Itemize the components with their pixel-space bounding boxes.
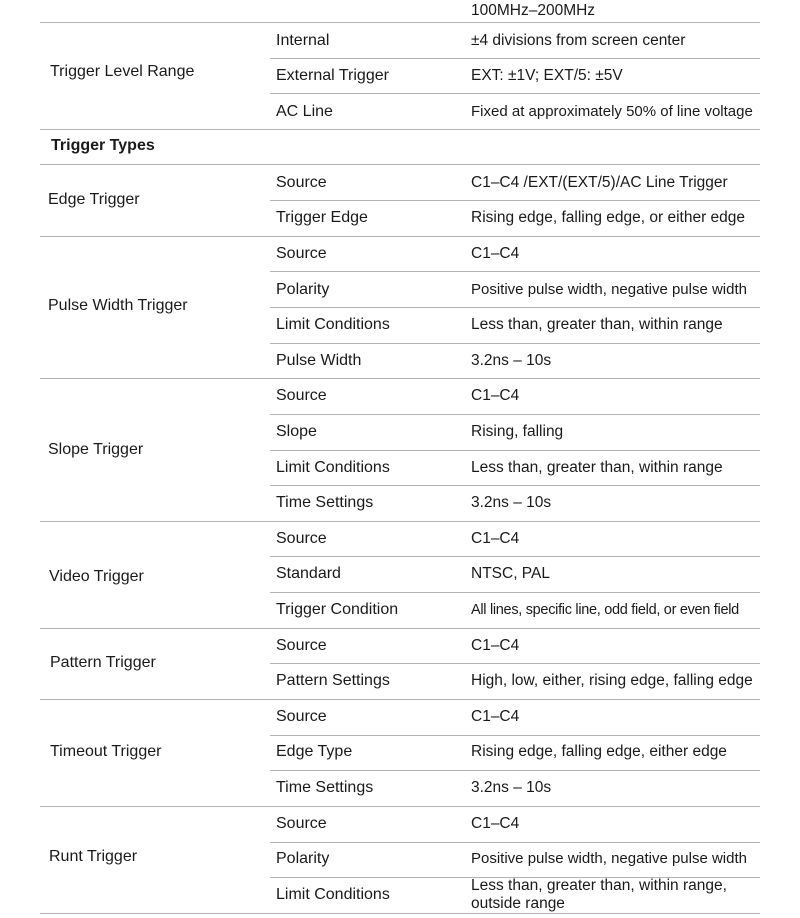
spec-value-continued: outside range — [471, 895, 565, 912]
category-label: Slope Trigger — [48, 441, 144, 458]
spec-value: 3.2ns – 10s — [471, 779, 552, 796]
row-divider — [270, 450, 760, 451]
row-divider — [270, 307, 760, 308]
spec-value: C1–C4 — [471, 387, 520, 404]
row-divider — [40, 699, 760, 700]
spec-value: EXT: ±1V; EXT/5: ±5V — [471, 67, 623, 84]
param-label: Pulse Width — [276, 352, 362, 369]
spec-value: NTSC, PAL — [471, 565, 550, 582]
row-divider — [40, 806, 760, 807]
category-label: Pulse Width Trigger — [48, 297, 188, 314]
row-divider — [270, 770, 760, 771]
spec-value: 3.2ns – 10s — [471, 494, 552, 511]
param-label: Source — [276, 708, 327, 725]
row-divider — [40, 521, 760, 522]
param-label: Source — [276, 637, 327, 654]
row-divider — [40, 378, 760, 379]
spec-value: Positive pulse width, negative pulse width — [471, 850, 747, 867]
param-label: Limit Conditions — [276, 459, 390, 476]
row-divider — [270, 414, 760, 415]
spec-value: Fixed at approximately 50% of line voltage — [471, 103, 753, 120]
category-label: Timeout Trigger — [50, 743, 162, 760]
spec-value: 3.2ns – 10s — [471, 352, 552, 369]
param-label: External Trigger — [276, 67, 389, 84]
row-divider — [270, 592, 760, 593]
category-label: Trigger Level Range — [50, 63, 195, 80]
category-label: Runt Trigger — [49, 848, 138, 865]
spec-value: High, low, either, rising edge, falling edge — [471, 672, 753, 689]
spec-value: Less than, greater than, within range — [471, 459, 723, 476]
spec-value: C1–C4 — [471, 637, 520, 654]
param-label: Pattern Settings — [276, 672, 390, 689]
category-label: Pattern Trigger — [50, 654, 156, 671]
row-divider — [270, 58, 760, 59]
row-divider — [40, 129, 760, 130]
param-label: Source — [276, 815, 327, 832]
row-divider — [270, 343, 760, 344]
param-label: Edge Type — [276, 743, 353, 760]
spec-value: 100MHz–200MHz — [471, 2, 596, 19]
spec-value: Positive pulse width, negative pulse width — [471, 281, 747, 298]
row-divider — [270, 735, 760, 736]
spec-value: C1–C4 — [471, 815, 520, 832]
spec-value: C1–C4 — [471, 708, 520, 725]
spec-value: Rising edge, falling edge, or either edge — [471, 209, 746, 226]
param-label: Polarity — [276, 850, 330, 867]
row-divider — [40, 164, 760, 165]
spec-value: C1–C4 — [471, 530, 520, 547]
row-divider — [40, 22, 760, 23]
spec-value: Less than, greater than, within range — [471, 316, 723, 333]
param-label: Source — [276, 530, 327, 547]
row-divider — [270, 200, 760, 201]
row-divider — [40, 913, 760, 914]
param-label: Slope — [276, 423, 317, 440]
spec-value: C1–C4 — [471, 245, 520, 262]
param-label: Time Settings — [276, 779, 374, 796]
row-divider — [40, 236, 760, 237]
section-heading: Trigger Types — [51, 137, 155, 154]
row-divider — [270, 842, 760, 843]
row-divider — [270, 93, 760, 94]
param-label: Limit Conditions — [276, 316, 390, 333]
spec-value: All lines, specific line, odd field, or even field — [471, 602, 739, 618]
row-divider — [40, 628, 760, 629]
param-label: Polarity — [276, 281, 330, 298]
row-divider — [270, 663, 760, 664]
param-label: AC Line — [276, 103, 333, 120]
param-label: Source — [276, 245, 327, 262]
row-divider — [270, 271, 760, 272]
row-divider — [270, 485, 760, 486]
param-label: Limit Conditions — [276, 886, 390, 903]
param-label: Internal — [276, 32, 330, 49]
param-label: Standard — [276, 565, 341, 582]
param-label: Trigger Condition — [276, 601, 399, 618]
row-divider — [270, 556, 760, 557]
spec-value: Less than, greater than, within range, — [471, 877, 727, 894]
param-label: Trigger Edge — [276, 209, 368, 226]
spec-value: Rising edge, falling edge, either edge — [471, 743, 727, 760]
category-label: Video Trigger — [49, 568, 144, 585]
spec-value: Rising, falling — [471, 423, 564, 440]
category-label: Edge Trigger — [48, 191, 140, 208]
spec-value: ±4 divisions from screen center — [471, 32, 686, 49]
param-label: Source — [276, 174, 327, 191]
spec-value: C1–C4 /EXT/(EXT/5)/AC Line Trigger — [471, 174, 728, 191]
param-label: Time Settings — [276, 494, 374, 511]
param-label: Source — [276, 387, 327, 404]
